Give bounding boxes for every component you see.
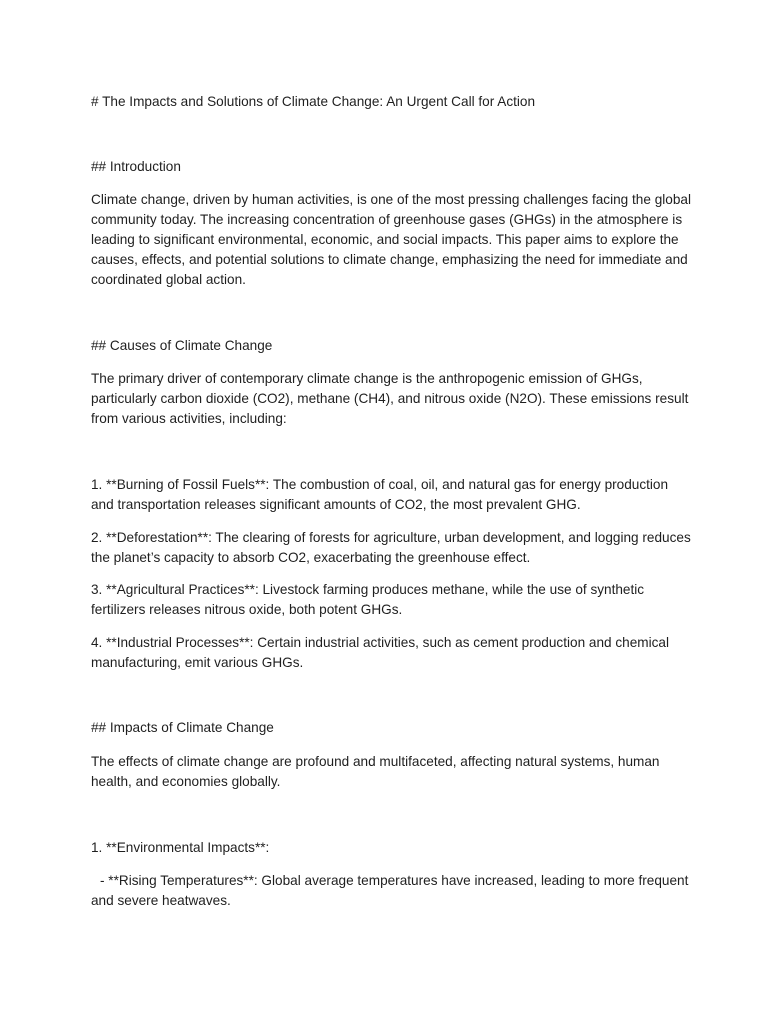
introduction-paragraph: Climate change, driven by human activities, is one of the most pressing challenges facing the global community today. The increasing concentration of greenhouse gases (GHGs) in the atmosphere is leading to significant environmental, economic, and social impacts. This paper aims to explore the causes, effects, and potential solutions to climate change, emphasizing the need for immediate and coordinated global action. — [91, 192, 691, 287]
list-item: 4. **Industrial Processes**: Certain industrial activities, such as cement production and chemical manufacturing, emit various GHGs. — [91, 635, 670, 670]
impacts-subitem-rising-temperatures: - **Rising Temperatures**: Global average temperatures have increased, leading to more frequent and severe heatwaves. — [91, 873, 689, 908]
causes-paragraph: The primary driver of contemporary climate change is the anthropogenic emission of GHGs, particularly carbon dioxide (CO2), methane (CH4), and nitrous oxide (N2O). These emissions result from various activities, including: — [91, 371, 689, 426]
impacts-item-environmental: 1. **Environmental Impacts**: — [91, 840, 270, 855]
impacts-paragraph: The effects of climate change are profound and multifaceted, affecting natural systems, human health, and economies globally. — [91, 754, 660, 789]
list-item: 2. **Deforestation**: The clearing of forests for agriculture, urban development, and logging reduces the planet’s capacity to absorb CO2, exacerbating the greenhouse effect. — [91, 530, 691, 565]
causes-heading: ## Causes of Climate Change — [91, 338, 273, 353]
list-item: 1. **Burning of Fossil Fuels**: The combustion of coal, oil, and natural gas for energy production and transportation releases significant amounts of CO2, the most prevalent GHG. — [91, 477, 669, 512]
document-title: # The Impacts and Solutions of Climate Change: An Urgent Call for Action — [91, 94, 536, 109]
list-item: 3. **Agricultural Practices**: Livestock farming produces methane, while the use of synthetic fertilizers releases nitrous oxide, both potent GHGs. — [91, 582, 645, 617]
introduction-heading: ## Introduction — [91, 159, 181, 174]
impacts-heading: ## Impacts of Climate Change — [91, 720, 274, 735]
